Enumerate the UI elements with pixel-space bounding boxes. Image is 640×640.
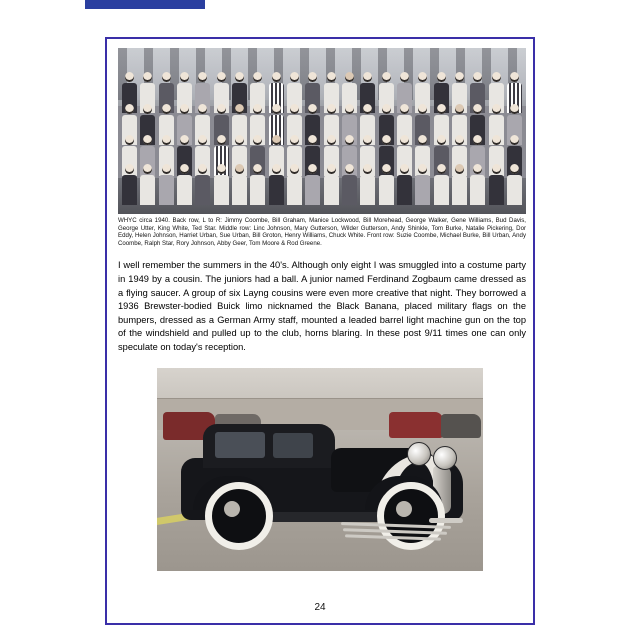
crowd-person — [360, 164, 375, 205]
vintage-limousine — [181, 424, 463, 542]
crowd-person — [287, 164, 302, 205]
body-paragraph: I well remember the summers in the 40's. Although only eight I was smuggled into a costume party in 1949 by a cousin. The juniors had a ball. A junior named Ferdinand Zogbaum came dressed as a flying saucer. A group of six Layng cousins were even more creative that night. They borrowed a 1936 Brewster-bodied Buick limo nicknamed the Black Banana, placed military flags on the bumpers, dressed as a German Army staff, mounted a leaded barrel light machine gun on the top of the windshield and pulled up to the club, horns blaring. In these post 9/11 times one can only speculate on today's reception. — [118, 260, 526, 352]
crowd-row-seated — [122, 164, 522, 205]
crowd-person — [305, 164, 320, 205]
top-banner-fragment — [85, 0, 205, 9]
group-photo-whyc-1940 — [118, 48, 526, 214]
document-page — [105, 37, 535, 625]
car-bumper — [429, 518, 463, 523]
crowd-person — [214, 164, 229, 205]
crowd-person — [232, 164, 247, 205]
crowd-person — [140, 164, 155, 205]
crowd-person — [177, 164, 192, 205]
crowd-person — [324, 164, 339, 205]
crowd-person — [250, 164, 265, 205]
car-rear-window — [215, 432, 265, 458]
crowd-person — [507, 164, 522, 205]
crowd-person — [195, 164, 210, 205]
headlight-icon — [407, 442, 431, 466]
car-front-window — [273, 433, 313, 458]
crowd-person — [470, 164, 485, 205]
crowd-person — [434, 164, 449, 205]
crowd-person — [415, 164, 430, 205]
photo-crowd — [118, 72, 526, 214]
crowd-person — [122, 164, 137, 205]
crowd-person — [452, 164, 467, 205]
crowd-person — [397, 164, 412, 205]
photo-caption: WHYC circa 1940. Back row, L to R: Jimmy Coombe, Bill Graham, Manice Lockwood, Bill Morehead, George Walker, Gene Williams, Bud Davis, George Utter, King White, Ted Star. Middle row: Linc Johnson, Mary Gutterson, Wilder Gutterson, Andy Shinkle, Tom Burke, Natalie Pickering, Dor Eddy, Helen Johnson, Harriet Urban, Sue Urban, Bill Groton, Henry Williams, Chuck White. Front row: Suzie Coombe, Michael Burke, Bill Urban, Andy Coombe, Ralph Star, Rory Johnson, Abby Geer, Tom Moore & Rod Greene. — [118, 217, 526, 247]
crowd-person — [159, 164, 174, 205]
crowd-person — [379, 164, 394, 205]
crowd-person — [342, 164, 357, 205]
car-rear-wheel — [205, 482, 273, 550]
page-number: 24 — [314, 602, 326, 613]
headlight-icon — [433, 446, 457, 470]
black-banana-brewster-buick-limo-photo — [157, 368, 483, 571]
crowd-person — [489, 164, 504, 205]
crowd-person — [269, 164, 284, 205]
